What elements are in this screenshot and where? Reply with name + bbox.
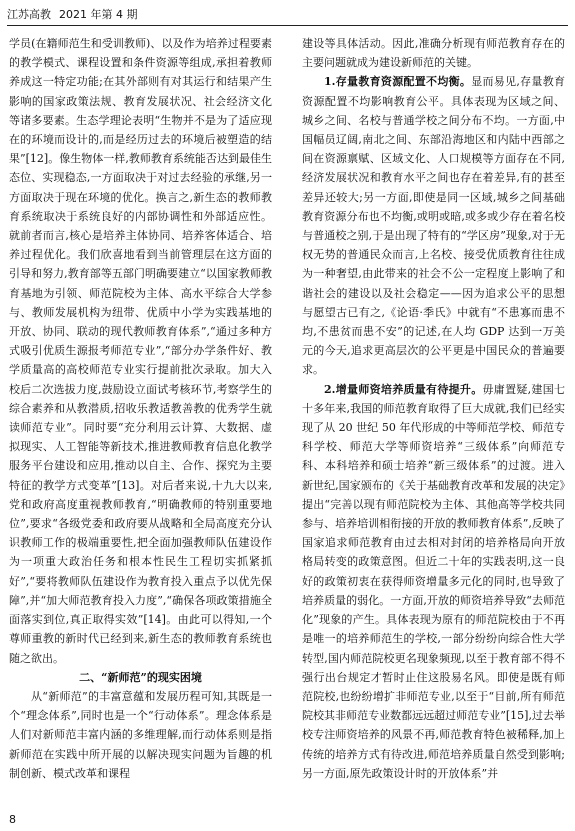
right-paragraph-2-body: 显而易见,存量教育资源配置不均影响教育公平。具体表现为区域之间、城乡之间、名校与普通学校之间分布不均。一方面,中国幅员辽阔,南北之间、东部沿海地区和内陆中西部之间在资源禀赋、区域文化、人口规模等方面存在不同,经济发展状况和教育水平之间也存在着差异,有的甚至差异还较大;另一方面,即使是同一区域,城乡之间基础教育资源分布也不均衡,或明或暗,或多或少存在着名校与普通校之别,于是出现了特有的“学区房”现象,对于无权无势的普通民众而言,上名校、接受优质教育往往成为一种奢望,由此带来的社会不公一定程度上影响了和谐社会的建设以及社会稳定——因为追求公平的思想与愿望古已有之,《论语·季氏》中就有“不患寡而患不均,不患贫而患不安”的记述,在人均 GDP 达到一万美元的今天,追求更高层次的公平更是中国民众的普遍要求。 [302, 75, 565, 377]
journal-name: 江苏高教 [7, 8, 51, 21]
right-paragraph-3-body: 毋庸置疑,建国七十多年来,我国的师范教育取得了巨大成就,我们已经实现了从 20 世纪 50 年代形成的中等师范学校、师范专科学校、师范大学等师资培养“三级体系”向师范专科、本科培养和硕士培养“新三级体系”的过渡。进入新世纪,国家颁布的《关于基础教育改革和发展的决定》提出“完善以现有师范院校为主体、其他高等学校共同参与、培养培训相衔接的开放的教师教育体系”,反映了国家追求师范教育由过去相对封闭的培养格局向开放格局转变的政策意图。但近二十年的实践表明,这一良好的政策初衷在获得师资增量多元化的同时,也导致了培养质量的弱化。一方面,开放的师资培养导致“去师范化”现象的产生。具体表现为原有的师范院校由于不再是唯一的培养师范生的学校,一部分纷纷向综合性大学转型,国内师范院校更名现象频现,以至于教育部不得不强行出台规定才暂时止住这股易名风。即使是既有师范院校,也纷纷增扩非师范专业,以至于“目前,所有师范院校其非师范专业数都远远超过师范专业”[15],过去举校专注师资培养的风景不再,师范教育特色被稀释,加上传统的培养方式有待改进,师范培养质量自然受到影响;另一方面,原先政策设计时的开放体系”并 [302, 382, 565, 780]
issue-label: 2021 年第 4 期 [59, 8, 138, 21]
right-column [302, 34, 565, 809]
section-heading: 二、“新师范”的现实困境 [79, 670, 202, 684]
right-paragraph-2 [302, 72, 565, 379]
left-paragraph-1: 学员(在籍师范生和受训教师)、以及作为培养过程要素的教学模式、课程设置和条件资源等组成,承担着教师养成这一特定功能;在其外部则有对其运行和结果产生影响的国家政策法规、教育发展状况、社会经济文化等诸多要素。生态学理论表明“生物并不是为了适应现在的环境而设计的,而是经历过去的环境后被塑造的结果”[12]。像生物体一样,教师教育系统能否达到最佳生态位、实现稳态,一方面取决于对过去经验的承继,另一方面取决于现在环境的优化。换言之,新生态的教师教育系统取决于系统良好的内部协调性和外部适应性。就前者而言,核心是培养主体协同、培养客体适合、培养过程优化。我们欣喜地看到当前管理层在这方面的引导和努力,教育部等五部门明确要建立“以国家教师教育基地为引领、师范院校为主体、高水平综合大学参与、教师发展机构为纽带、优质中小学为实践基地的开放、协同、联动的现代教师教育体系”,“通过多种方式吸引优质生源报考师范专业”,“部分办学条件好、教学质量高的高校师范专业实行提前批次录取。加大入校后二次选拔力度,鼓励设立面试考核环节,考察学生的综合素养和从教潜质,招收乐教适教善教的优秀学生就读师范专业”。同时要“充分利用云计算、大数据、虚拟现实、人工智能等新技术,推进教师教育信息化教学服务平台建设和应用,推动以自主、合作、探究为主要特征的教学方式变革”[13]。对后者来说,十九大以来,党和政府高度重视教师教育,“明确教师的特别重要地位”,要求“各级党委和政府要从战略和全局高度充分认识教师工作的极端重要性,把全面加强教师队伍建设作为一项重大政治任务和根本性民生工程切实抓紧抓好”,“要将教师队伍建设作为教育投入重点予以优先保障”,并“加大师范教育投入力度”,“确保各项政策措施全面落实到位,真正取得实效”[14]。由此可以得知,一个尊师重教的新时代已经到来,新生态的教师教育系统也随之欲出。 [9, 37, 272, 665]
header-rule [7, 25, 568, 26]
right-paragraph-3 [302, 380, 565, 783]
right-paragraph-1: 建设等具体活动。因此,准确分析现有师范教育存在的主要问题就成为建设新师范的关键。 [302, 37, 565, 70]
subheading-2: 2.增量师资培养质量有待提升。 [324, 382, 483, 396]
subheading-1: 1.存量教育资源配置不均衡。 [324, 75, 472, 89]
left-column [9, 34, 272, 809]
left-paragraph-2: 从“新师范”的丰富意蕴和发展历程可知,其既是一个“理念体系”,同时也是一个“行动体系”。理念体系是人们对新师范丰富内涵的多维理解,而行动体系则是指新师范在实践中所开展的以解决现实问题为旨趣的机制创新、模式改革和课程 [9, 689, 272, 780]
page-number: 8 [9, 813, 16, 826]
running-header [7, 6, 137, 24]
